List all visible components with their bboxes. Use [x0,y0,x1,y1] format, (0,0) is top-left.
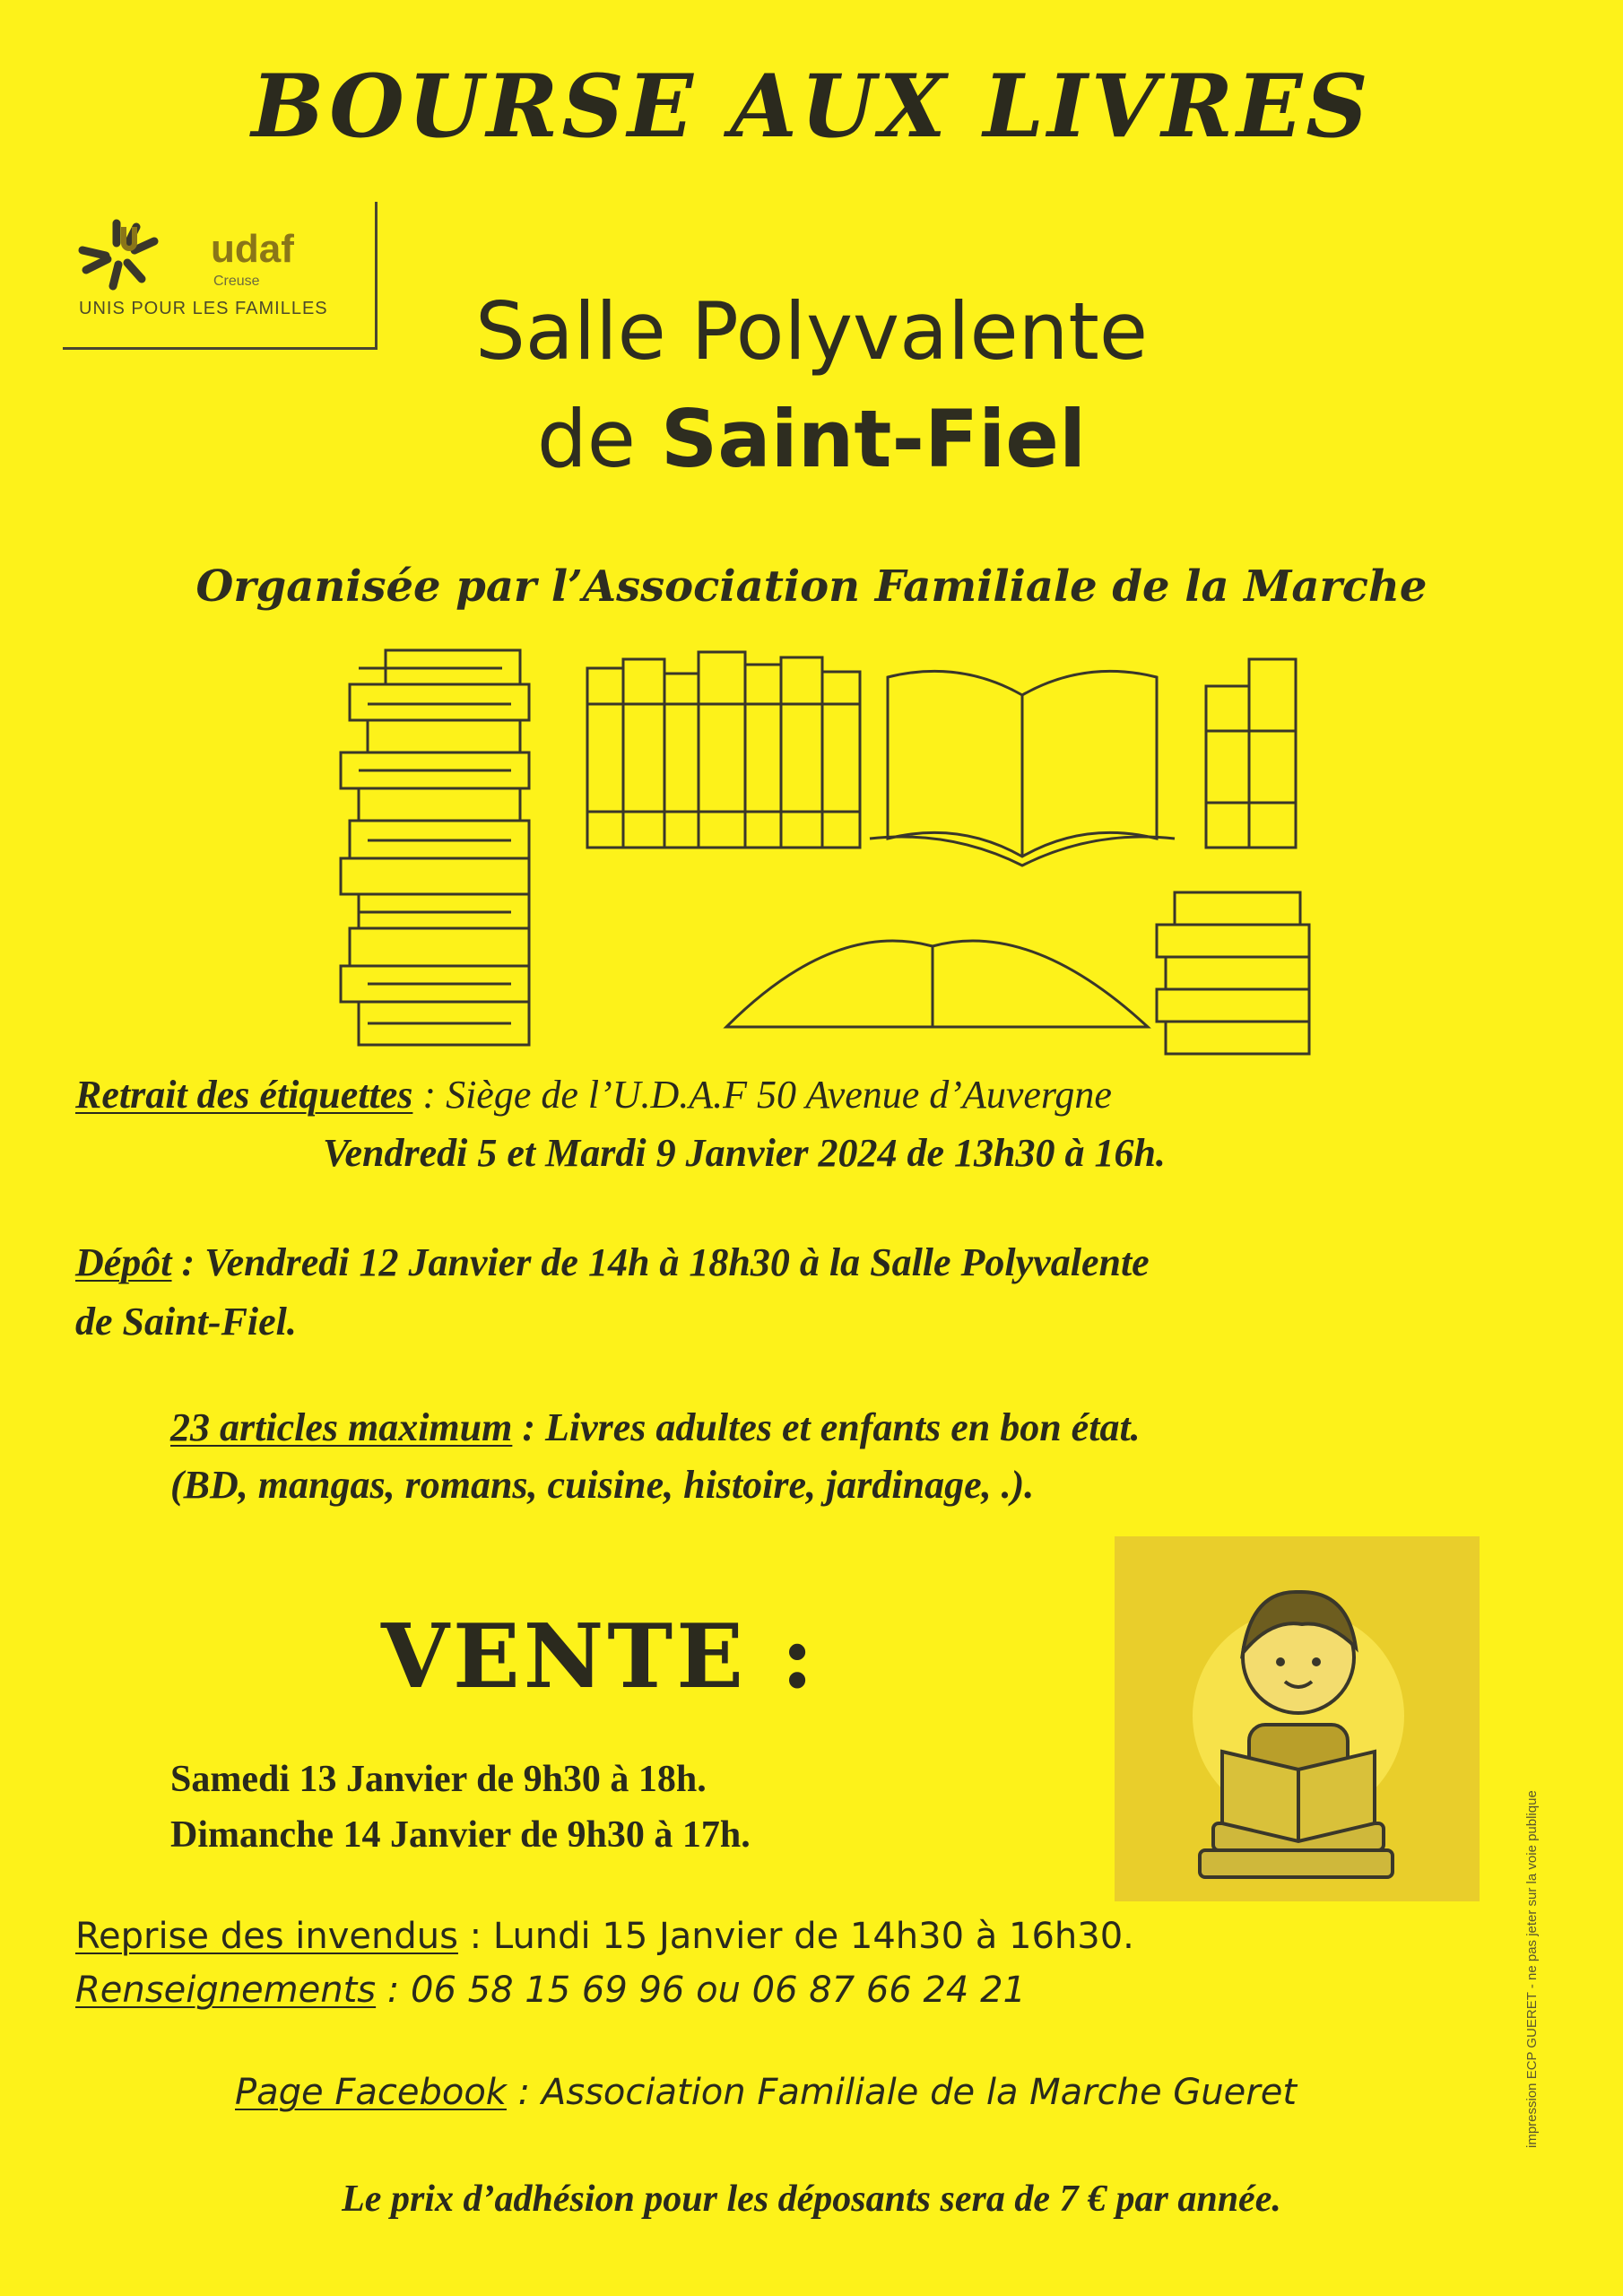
depot-text: : Vendredi 12 Janvier de 14h à 18h30 à la Salle Polyvalente [171,1240,1150,1284]
renseignements-line [75,1970,1026,2011]
sale-day-2: Dimanche 14 Janvier de 9h30 à 17h. [170,1814,751,1856]
poster-title: BOURSE AUX LIVRES [251,56,1372,157]
facebook-text: : Association Familiale de la Marche Gueret [506,2072,1298,2113]
retrait-separator: : [412,1073,447,1117]
printer-note: impression ECP GUERET - ne pas jeter sur la voie publique [1524,1790,1540,2148]
tall-books-icon [1206,659,1296,848]
facebook-label[interactable]: Page Facebook [235,2072,507,2113]
venue-line-1: Salle Polyvalente [474,285,1149,378]
logo-name: udaf [211,227,294,271]
venue-line-2 [0,393,1623,485]
organizer: Organisée par l’Association Familiale de la Marche [195,561,1428,612]
logo-region: Creuse [213,274,260,289]
upright-books-icon [587,652,860,848]
depot-line [75,1239,1150,1285]
retrait-dates: Vendredi 5 et Mardi 9 Janvier 2024 de 13h30 à 16h. [323,1131,1166,1175]
articles-label: 23 articles maximum [170,1405,513,1449]
articles-line-2: (BD, mangas, romans, cuisine, histoire, jardinage, .). [170,1463,1035,1507]
book-stack-left-icon [341,650,529,1045]
articles-line [170,1405,1141,1450]
depot-line-2: de Saint-Fiel. [75,1300,297,1344]
facebook-line [235,2072,1297,2113]
articles-text: : Livres adultes et enfants en bon état. [512,1405,1141,1449]
reprise-text: : Lundi 15 Janvier de 14h30 à 16h30. [457,1916,1134,1957]
udaf-emblem-icon [74,214,172,295]
retrait-line [75,1072,1112,1118]
open-book-flat-icon [726,941,1148,1027]
membership-price: Le prix d’adhésion pour les déposants sera de 7 € par année. [342,2179,1281,2220]
open-book-icon [870,671,1175,865]
books-illustration [332,632,1318,1063]
retrait-place: Siège de l’U.D.A.F 50 Avenue d’Auvergne [446,1073,1112,1117]
child-reading-icon [1115,1536,1480,1901]
retrait-label: Retrait des étiquettes [75,1073,413,1117]
renseignements-text: : 06 58 15 69 96 ou 06 87 66 24 21 [376,1970,1026,2011]
venue-prefix: de [536,393,661,485]
child-reading-illustration [1115,1536,1480,1901]
sale-day-1: Samedi 13 Janvier de 9h30 à 18h. [170,1759,707,1800]
book-stack-right-icon [1157,892,1309,1054]
depot-label: Dépôt [75,1240,172,1284]
venue-town: Saint-Fiel [660,393,1087,485]
renseignements-label: Renseignements [75,1970,377,2011]
logo-tagline: UNIS POUR LES FAMILLES [79,299,328,318]
reprise-label: Reprise des invendus [75,1916,458,1957]
vente-heading: VENTE : [381,1605,818,1709]
reprise-line [75,1916,1134,1957]
